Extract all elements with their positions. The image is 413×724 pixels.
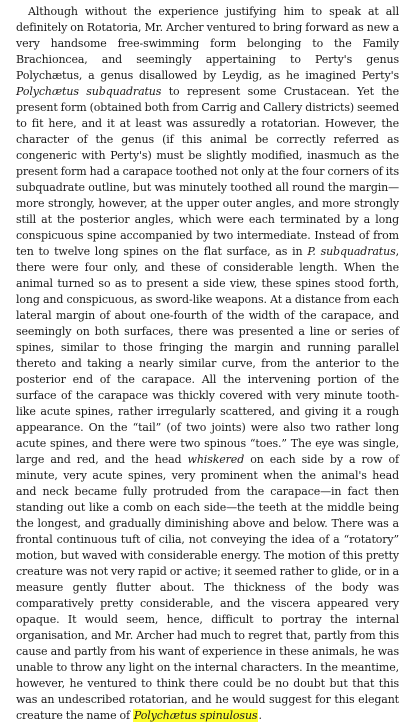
text-run: on each side by a row of minute, very acute spines, very prominent when the animal's head and neck became fully protruded from the carapace—in fact then standing out like a comb on each side—the teeth at the middle being the longest, and gradually diminishing above and below. There was a frontal continuous tuft of cilia, not conveying the idea of a “rotatory” motion, but waved with considerable energy. The motion of this pretty creature was not very rapid or active; it seemed rather to glide, or in a measure gently flutter about. The thickness of the body was comparatively pretty considerable, and the viscera appeared very opaque. It would seem, hence, difficult to portray the internal organisation, and Mr. Archer had much to regret that, partly from this cause and partly from his want of experience in these animals, he was unable to throw any light on the internal characters. In the meantime, however, he ventured to think there could be no doubt but that this was an undescribed rotatorian, and he would suggest for this elegant creature the name of [16,453,399,722]
document-page [16,4,399,724]
text-run: , there were four only, and these of considerable length. When the animal turned so as to present a side view, these spines stood forth, long and conspicuous, as sword-like weapons. At a distance from each lateral margin of about one-fourth of the width of the carapace, and seemingly on both surfaces, there was presented a line or series of spines, similar to those fringing the margin and running parallel thereto and taking a nearly similar curve, from the anterior to the posterior end of the carapace. All the intervening portion of the surface of the carapace was thickly covered with very minute tooth-like acute spines, rather irregularly scattered, and giving it a rough appearance. On the “tail” (of two joints) were also two rather long acute spines, and there were two spinous “toes.” The eye was single, large and red, and the head [16,245,399,466]
text-run: to represent some Crustacean. Yet the present form (obtained both from Carrig and Callery districts) seemed to fit here, and it at least was assuredly a rotatorian. However, the character of the genus (if this animal be correctly referred as congeneric with Perty's) must be slightly modified, inasmuch as the present form had a carapace toothed not only at the four corners of its subquadrate outline, but was minutely toothed all round the margin—more strongly, however, at the upper outer angles, and more strongly still at the posterior angles, which were each terminated by a long conspicuous spine accompanied by two intermediate. Instead of from ten to twelve long spines on the flat surface, as in [16,85,399,258]
species-name: Polychætus subquadratus [16,85,162,98]
species-name: P. subquadratus [307,245,396,258]
body-paragraph [16,4,399,724]
text-run: . [258,709,262,722]
text-run: Although without the experience justifying him to speak at all definitely on Rotatoria, Mr. Archer ventured to bring forward as new a very handsome free-swimming form belonging to the Family Brachioncea, and seemingly appertaining to Perty's genus Polychætus, a genus disallowed by Leydig, as he imagined Perty's [16,5,399,82]
emphasis-word: whiskered [187,453,245,466]
highlighted-species-name: Polychætus spinulosus [133,709,258,722]
